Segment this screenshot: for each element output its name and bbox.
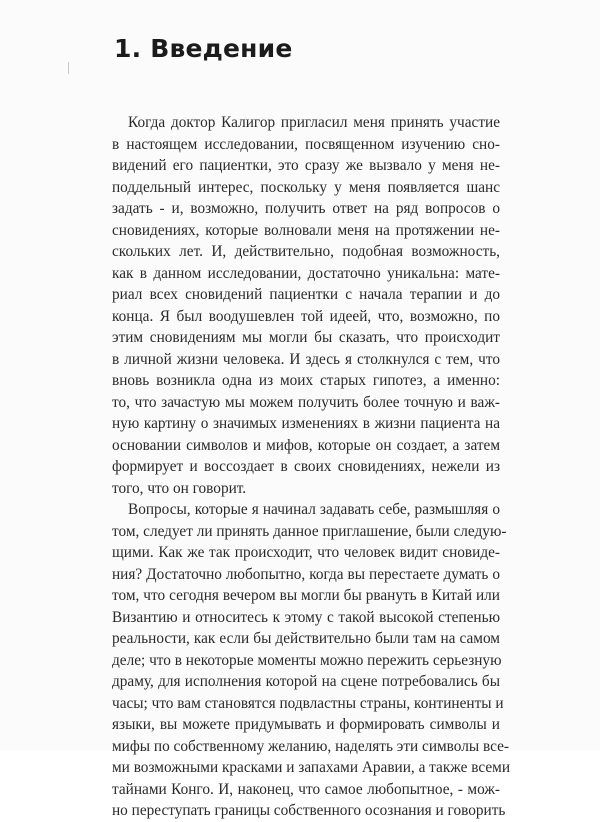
text-line: драму, для исполнения которой на сцене потребовались бы <box>112 673 500 690</box>
text-line: том, что сегодня вечером вы могли бы рвануть в Китай или <box>112 587 500 604</box>
text-line: Когда доктор Калигор пригласил меня принять участие <box>128 114 500 131</box>
text-line: Вопросы, которые я начинал задавать себе, размышляя о <box>128 501 500 518</box>
text-line: ную картину о значимых изменениях в жизни пациента на <box>112 415 500 432</box>
text-line: формирует и воссоздает в своих сновидениях, нежели из <box>112 458 500 475</box>
text-line: ния? Достаточно любопытно, когда вы перестаете думать о <box>112 565 500 583</box>
margin-mark <box>68 62 69 74</box>
text-line: то, что зачастую мы можем получить более точную и важ- <box>112 393 500 411</box>
text-line: в личной жизни человека. И здесь я столкнулся с тем, что <box>112 350 500 368</box>
text-line: видений его пациентки, это сразу же вызвало у меня не- <box>112 157 500 174</box>
text-line: поддельный интерес, поскольку у меня появляется шанс <box>112 178 500 196</box>
paragraph-2 <box>112 499 511 822</box>
text-line: Византию и относитесь к этому с такой высокой степенью <box>112 608 500 626</box>
text-line: в настоящем исследовании, посвященном изучению сно- <box>112 135 500 153</box>
text-line: часы; что вам становятся подвластны страны, континенты и <box>112 694 504 712</box>
chapter-title: 1. Введение <box>114 34 293 63</box>
text-line: скольких лет. И, действительно, подобная возможность, <box>112 243 500 260</box>
body-text <box>112 112 511 822</box>
text-line: основании символов и мифов, которые он создает, а затем <box>112 436 500 454</box>
text-line: но переступать границы собственного осознания и говорить <box>112 802 506 819</box>
paragraph-1 <box>112 112 500 499</box>
text-line: ми возможными красками и запахами Аравии, а также всеми <box>112 759 511 776</box>
text-line: тайнами Конго. И, наконец, что самое любопытное, - мож- <box>112 780 500 798</box>
text-line: вновь возникла одна из моих старых гипотез, а именно: <box>112 372 500 389</box>
text-line: того, что он говорит. <box>112 479 247 497</box>
text-line: сновидениях, которые волновали меня на протяжении не- <box>112 221 500 239</box>
text-line: мифы по собственному желанию, наделять эти символы все- <box>112 737 509 755</box>
text-line: риал всех сновидений пациентки с начала терапии и до <box>112 286 500 303</box>
text-line: том, следует ли принять данное приглашение, были следую- <box>112 522 507 540</box>
text-line: конца. Я был воодушевлен той идеей, что, возможно, по <box>112 307 500 325</box>
text-line: реальности, как если бы действительно были там на самом <box>112 630 500 647</box>
text-line: этим сновидениям мы могли бы сказать, что происходит <box>112 329 500 346</box>
text-line: как в данном исследовании, достаточно уникальна: мате- <box>112 264 500 282</box>
text-line: деле; что в некоторые моменты можно пережить серьезную <box>112 651 502 669</box>
text-line: задать - и, возможно, получить ответ на ряд вопросов о <box>112 200 500 217</box>
text-line: языки, вы можете придумывать и формировать символы и <box>112 716 500 733</box>
text-line: щими. Как же так происходит, что человек видит сновиде- <box>112 544 500 561</box>
